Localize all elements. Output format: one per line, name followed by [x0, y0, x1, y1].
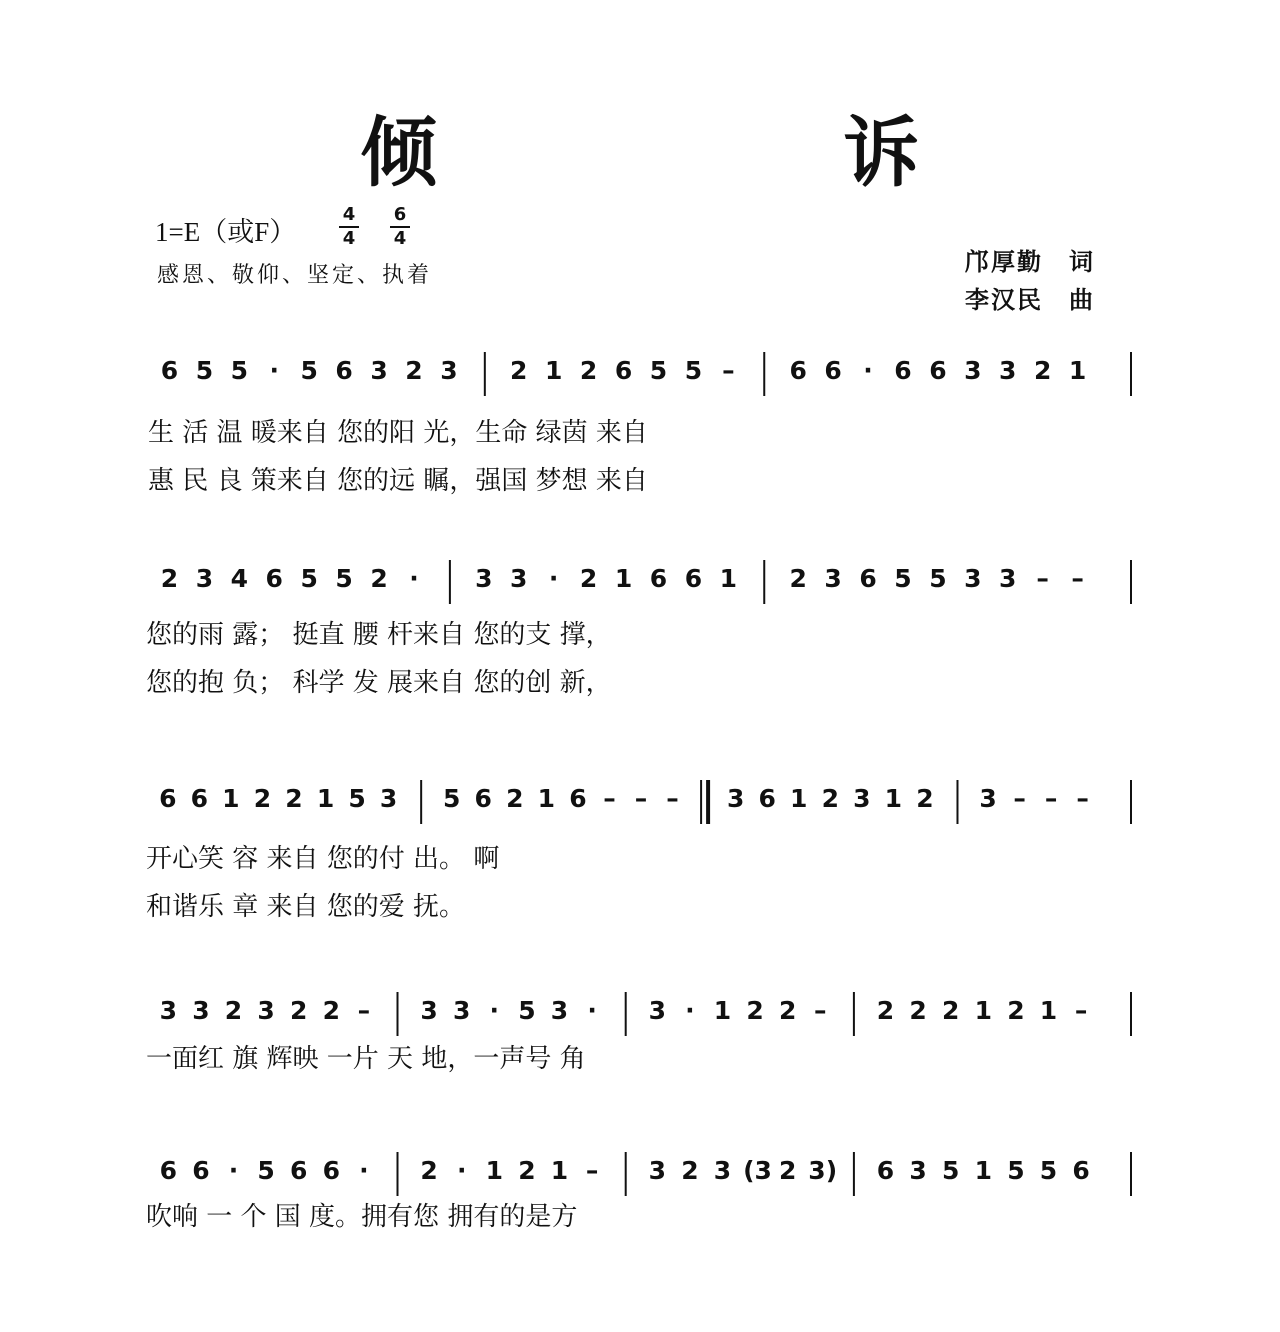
note: 5 — [335, 564, 353, 593]
note: 6 — [649, 564, 668, 593]
note: 3 — [824, 564, 842, 593]
time-signature-top: 4 — [342, 204, 356, 225]
barline — [1130, 992, 1132, 1036]
composer-role: 曲 — [1069, 286, 1095, 314]
note: 6 — [859, 564, 877, 593]
note: 6 — [192, 1156, 210, 1185]
note: 2 — [778, 1156, 797, 1185]
note: 2 — [789, 564, 807, 593]
note: 6 — [929, 356, 947, 385]
barline — [420, 780, 422, 824]
dot-augmentation: · — [489, 996, 500, 1025]
note: 3 — [648, 996, 666, 1025]
note: 3 — [550, 996, 569, 1025]
dot-augmentation: · — [269, 356, 279, 385]
dot-augmentation: · — [587, 996, 597, 1025]
note: 5 — [684, 356, 703, 385]
note: 6 — [894, 356, 912, 385]
note: 1 — [790, 784, 808, 813]
note: 3 — [452, 996, 471, 1025]
note: 2 — [420, 1156, 438, 1185]
note: 3 — [475, 564, 493, 593]
dash-extension: – — [1076, 784, 1089, 813]
note: 3 — [370, 356, 388, 385]
note: 2 — [405, 356, 423, 385]
note: 1 — [974, 996, 992, 1025]
dash-extension: – — [1074, 996, 1088, 1025]
note: 6 — [160, 356, 179, 385]
note: 6 — [824, 356, 842, 385]
dash-extension: – — [603, 784, 616, 813]
note: 2 — [224, 996, 243, 1025]
note: 1 — [713, 996, 732, 1025]
dash-extension: – — [722, 356, 735, 385]
lyricist-credit — [965, 242, 1095, 277]
barline — [449, 560, 451, 604]
note: 1 — [316, 784, 335, 813]
dash-extension: – — [357, 996, 371, 1025]
note: 6 — [335, 356, 353, 385]
dot-augmentation: · — [409, 564, 419, 593]
note: 3 — [648, 1156, 666, 1185]
note: 5 — [300, 564, 318, 593]
barline — [853, 1152, 855, 1196]
note: 2 — [941, 996, 960, 1025]
note: 3 — [257, 996, 275, 1025]
note: 2 — [681, 1156, 699, 1185]
dash-extension: – — [814, 996, 827, 1025]
note: 1 — [1039, 996, 1058, 1025]
note: 2 — [370, 564, 388, 593]
note: 5 — [518, 996, 536, 1025]
note: 5 — [257, 1156, 275, 1185]
note: 2 — [579, 564, 598, 593]
note: 1 — [550, 1156, 569, 1185]
note: 2 — [322, 996, 340, 1025]
dot-augmentation: · — [228, 1156, 239, 1185]
note: 2 — [289, 996, 308, 1025]
note: 2 — [778, 996, 797, 1025]
lyric-verse-1: 吹响 一 个 国 度。拥有您 拥有的是方 — [146, 1202, 578, 1232]
note: 6 — [684, 564, 703, 593]
note: 3 — [964, 356, 982, 385]
note: 3 — [440, 356, 458, 385]
lyricist-role: 词 — [1069, 248, 1095, 276]
lyric-verse-1: 生 活 温 暖来自 您的阳 光，生命 绿茵 来自 — [148, 418, 648, 448]
score-system-3 — [0, 748, 1280, 948]
note: 6 — [322, 1156, 340, 1185]
barline — [763, 352, 765, 396]
dash-extension: – — [1013, 784, 1026, 813]
note: 1 — [537, 784, 556, 813]
note: 5 — [195, 356, 214, 385]
note: 2 — [518, 1156, 536, 1185]
note: 1 — [614, 564, 633, 593]
note: 3 — [999, 564, 1017, 593]
dash-extension: – — [1071, 564, 1084, 593]
barline — [1130, 352, 1132, 396]
note: 6 — [474, 784, 492, 813]
dot-augmentation: · — [548, 564, 559, 593]
note: 2 — [909, 996, 927, 1025]
note: 6 — [190, 784, 209, 813]
note: 5 — [230, 356, 249, 385]
note: 1 — [974, 1156, 992, 1185]
barline — [706, 780, 710, 824]
dot-augmentation: · — [863, 356, 873, 385]
score-system-2 — [0, 528, 1280, 728]
dash-extension: – — [585, 1156, 599, 1185]
dot-augmentation: · — [685, 996, 695, 1025]
note: 5 — [894, 564, 912, 593]
note: 2 — [746, 996, 764, 1025]
dash-extension: – — [666, 784, 679, 813]
note: 6 — [265, 564, 283, 593]
dash-extension: – — [1044, 784, 1058, 813]
note: 2 — [510, 356, 528, 385]
note: 1 — [222, 784, 240, 813]
note: 5 — [1007, 1156, 1025, 1185]
barline — [1130, 780, 1132, 824]
note: 6 — [876, 1156, 895, 1185]
note: 6 — [569, 784, 587, 813]
note: 5 — [649, 356, 668, 385]
note: 1 — [544, 356, 563, 385]
note: 3 — [195, 564, 214, 593]
lyric-verse-2: 您的抱 负； 科学 发 展来自 您的创 新， — [146, 668, 612, 698]
note: 2 — [916, 784, 934, 813]
note: 5 — [348, 784, 366, 813]
dot-augmentation: · — [359, 1156, 369, 1185]
note: 3 — [909, 1156, 927, 1185]
note: 6 — [289, 1156, 308, 1185]
barline — [853, 992, 855, 1036]
note: 3 — [999, 356, 1017, 385]
note: 2 — [506, 784, 524, 813]
note: 3 — [510, 564, 528, 593]
note: 2 — [160, 564, 179, 593]
note: 2 — [821, 784, 839, 813]
key-signature: 1=E（或F） — [155, 217, 297, 247]
note: 3) — [808, 1156, 838, 1185]
composer-credit — [965, 280, 1095, 315]
note: 2 — [1033, 356, 1052, 385]
note: 1 — [719, 564, 738, 593]
note: 3 — [192, 996, 210, 1025]
lyric-verse-1: 开心笑 容 来自 您的付 出。 啊 — [146, 844, 500, 874]
barline — [700, 780, 702, 824]
dot-augmentation: · — [456, 1156, 467, 1185]
note: 6 — [159, 1156, 177, 1185]
composer-name: 李汉民 — [965, 286, 1043, 314]
time-signature-bottom: 4 — [342, 228, 356, 249]
note: 3 — [379, 784, 398, 813]
barline — [625, 992, 627, 1036]
note: 5 — [1039, 1156, 1058, 1185]
note: 3 — [420, 996, 438, 1025]
barline — [484, 352, 486, 396]
note: 2 — [1007, 996, 1025, 1025]
dash-extension: – — [634, 784, 648, 813]
note: 6 — [614, 356, 633, 385]
note: 2 — [579, 356, 598, 385]
barline — [397, 1152, 399, 1196]
note: 6 — [1072, 1156, 1090, 1185]
note: 5 — [300, 356, 318, 385]
time-signature-4-4 — [337, 204, 361, 250]
note: 2 — [253, 784, 272, 813]
dash-extension: – — [1036, 564, 1049, 593]
barline — [1130, 1152, 1132, 1196]
song-title: 倾 诉 — [360, 108, 1110, 197]
lyric-verse-1: 一面红 旗 辉映 一片 天 地，一声号 角 — [146, 1044, 586, 1074]
barline — [763, 560, 765, 604]
note: 1 — [1068, 356, 1087, 385]
note: 6 — [159, 784, 177, 813]
time-signature-bottom: 4 — [393, 228, 407, 249]
note: 3 — [713, 1156, 732, 1185]
note: 2 — [285, 784, 303, 813]
score-system-1 — [0, 320, 1280, 520]
note: 3 — [726, 784, 745, 813]
note: 5 — [443, 784, 461, 813]
lyric-verse-2: 惠 民 良 策来自 您的远 瞩，强国 梦想 来自 — [148, 466, 648, 496]
time-signature-6-4 — [388, 204, 412, 250]
barline — [956, 780, 958, 824]
note: 3 — [159, 996, 177, 1025]
note: 2 — [876, 996, 895, 1025]
score-system-5 — [0, 1120, 1280, 1320]
lyric-verse-2: 和谐乐 章 来自 您的爱 抚。 — [146, 892, 466, 922]
expression-marking: 感恩、敬仰、坚定、执着 — [157, 263, 433, 288]
barline — [625, 1152, 627, 1196]
note: 5 — [941, 1156, 960, 1185]
note: 3 — [964, 564, 982, 593]
note: 1 — [485, 1156, 503, 1185]
lyricist-name: 邝厚勤 — [965, 248, 1043, 276]
barline — [397, 992, 399, 1036]
barline — [1130, 560, 1132, 604]
note: 6 — [789, 356, 807, 385]
note: 5 — [929, 564, 947, 593]
note: (3 — [743, 1156, 772, 1185]
note: 3 — [853, 784, 871, 813]
note: 3 — [979, 784, 997, 813]
note: 1 — [884, 784, 903, 813]
note: 4 — [230, 564, 249, 593]
time-signature-top: 6 — [393, 204, 407, 225]
lyric-verse-1: 您的雨 露； 挺直 腰 杆来自 您的支 撑， — [146, 620, 612, 650]
note: 6 — [758, 784, 776, 813]
